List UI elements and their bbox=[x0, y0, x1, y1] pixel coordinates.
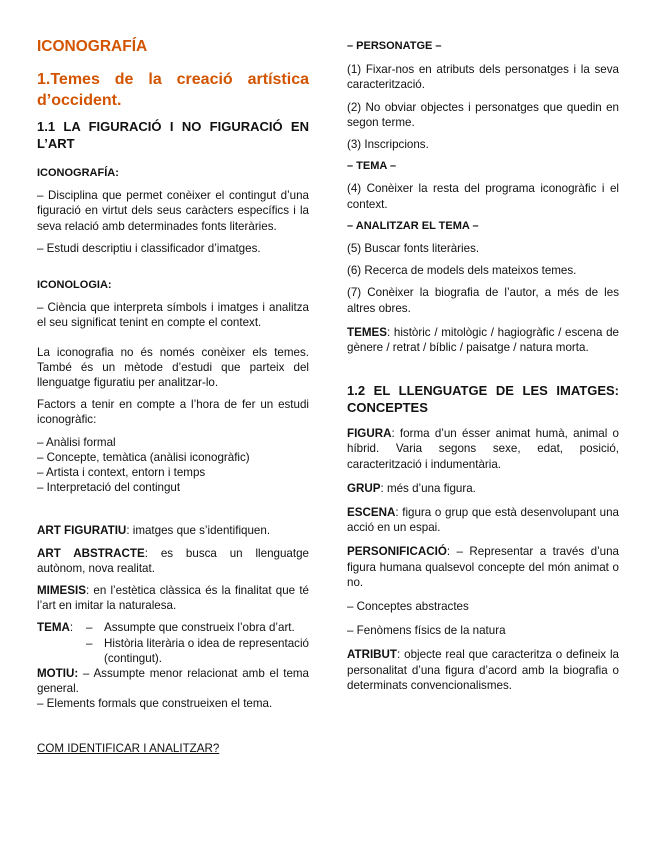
definition-figura: FIGURA: forma d’un ésser animat humà, animal o híbrid. Varia segons sexe, edat, posició, caracterització i indumentària. bbox=[347, 427, 619, 471]
list-item: – Interpretació del contingut bbox=[37, 481, 181, 495]
section-heading-1: 1.Temes de la creació artística d’occident. bbox=[37, 71, 309, 109]
step-7: (7) Conèixer la biografia de l’autor, a més de les altres obres. bbox=[347, 286, 619, 315]
step-1: (1) Fixar-nos en atributs dels personatges i la seva caracterització. bbox=[347, 63, 619, 92]
step-6: (6) Recerca de models dels mateixos temes. bbox=[347, 264, 577, 278]
term: MOTIU: bbox=[37, 667, 79, 681]
iconologia-label: ICONOLOGIA: bbox=[37, 279, 112, 292]
definition-art-abstracte: ART ABSTRACTE: es busca un llenguatge autònom, nova realitat. bbox=[37, 546, 309, 575]
step-5: (5) Buscar fonts literàries. bbox=[347, 242, 480, 256]
definition-personificacio: PERSONIFICACIÓ: – Representar a través d’una figura humana qualsevol concepte del món animat o no. bbox=[347, 545, 619, 589]
iconografia-definition-1: – Disciplina que permet conèixer el contingut d’una figuració en virtut dels seus caràcters específics i la seva relació amb determinades fonts literàries. bbox=[37, 189, 309, 233]
right-column bbox=[347, 36, 619, 693]
motiu-line-2: – Elements formals que construeixen el tema. bbox=[37, 697, 273, 711]
term: ART ABSTRACTE bbox=[37, 546, 145, 560]
term: ATRIBUT bbox=[347, 648, 398, 662]
subsection-heading-1-2: 1.2 EL LLENGUATGE DE LES IMATGES: CONCEPTES bbox=[347, 383, 619, 415]
factors-list bbox=[37, 435, 309, 496]
step-4: (4) Conèixer la resta del programa iconogràfic i el context. bbox=[347, 182, 619, 211]
definition-tema: TEMA: – Assumpte que construeix l’obra d’art. – Història literària o idea de representació (contingut). bbox=[37, 621, 309, 665]
definition-temes: TEMES: històric / mitològic / hagiogràfic / escena de gènere / retrat / bíblic / paisatge / natura morta. bbox=[347, 325, 619, 355]
list-item: – Anàlisi formal bbox=[37, 435, 116, 449]
definition-escena: ESCENA: figura o grup que està desenvolupant una acció en un espai. bbox=[347, 506, 619, 535]
list-item: – Artista i context, entorn i temps bbox=[37, 466, 206, 480]
definition-atribut: ATRIBUT: objecte real que caracteritza o defineix la personalitat d’una figura d’acord amb la biografia o determinats convencionalismes. bbox=[347, 648, 619, 692]
step-2: (2) No obviar objectes i personatges que quedin en segon terme. bbox=[347, 100, 619, 129]
iconografia-definition-2: – Estudi descriptiu i classificador d’imatges. bbox=[37, 241, 261, 255]
personatge-label: – PERSONATGE – bbox=[347, 40, 442, 52]
paragraph-iconografia-method: La iconografia no és només conèixer els temes. També és un mètode d’estudi que parteix del llenguatge figuratiu per analitzar-lo. bbox=[37, 345, 309, 390]
iconografia-label: ICONOGRAFÍA: bbox=[37, 167, 119, 179]
tema-label: – TEMA – bbox=[347, 160, 397, 173]
left-column bbox=[37, 36, 309, 756]
list-item: – Concepte, temàtica (anàlisi iconogràfic) bbox=[37, 450, 250, 464]
page-title: ICONOGRAFÍA bbox=[37, 38, 148, 55]
tema-item: Història literària o idea de representació (contingut). bbox=[104, 636, 309, 665]
subsection-heading-1-1: 1.1 LA FIGURACIÓ I NO FIGURACIÓ EN L’ART bbox=[37, 119, 309, 151]
definition-motiu: MOTIU: – Assumpte menor relacionat amb el tema general. bbox=[37, 667, 309, 696]
definition-mimesis: MIMESIS: en l’estètica clàssica és la finalitat que té l’art en imitar la naturalesa. bbox=[37, 584, 309, 613]
definition-art-figuratiu: ART FIGURATIU: imatges que s’identifiquen. bbox=[37, 524, 271, 538]
term: FIGURA bbox=[347, 427, 392, 441]
link-com-identificar[interactable]: COM IDENTIFICAR I ANALITZAR? bbox=[37, 741, 220, 755]
term: ART FIGURATIU bbox=[37, 524, 127, 538]
term: ESCENA bbox=[347, 506, 396, 520]
paragraph-factors-intro: Factors a tenir en compte a l’hora de fer un estudi iconogràfic: bbox=[37, 398, 309, 427]
definition-grup: GRUP: més d’una figura. bbox=[347, 481, 476, 495]
tema-item: Assumpte que construeix l’obra d’art. bbox=[104, 621, 295, 635]
analitzar-tema-label: – ANALITZAR EL TEMA – bbox=[347, 219, 479, 232]
term: GRUP bbox=[347, 481, 381, 495]
personificacio-item: – Conceptes abstractes bbox=[347, 600, 469, 614]
term: MIMESIS bbox=[37, 584, 86, 598]
term: TEMA bbox=[37, 621, 70, 635]
step-3: (3) Inscripcions. bbox=[347, 138, 429, 152]
term: TEMES bbox=[347, 325, 387, 339]
personificacio-item: – Fenòmens físics de la natura bbox=[347, 624, 506, 638]
term: PERSONIFICACIÓ bbox=[347, 545, 447, 559]
iconologia-definition: – Ciència que interpreta símbols i imatges i analitza el seu significat tenint en compte el context. bbox=[37, 301, 309, 330]
